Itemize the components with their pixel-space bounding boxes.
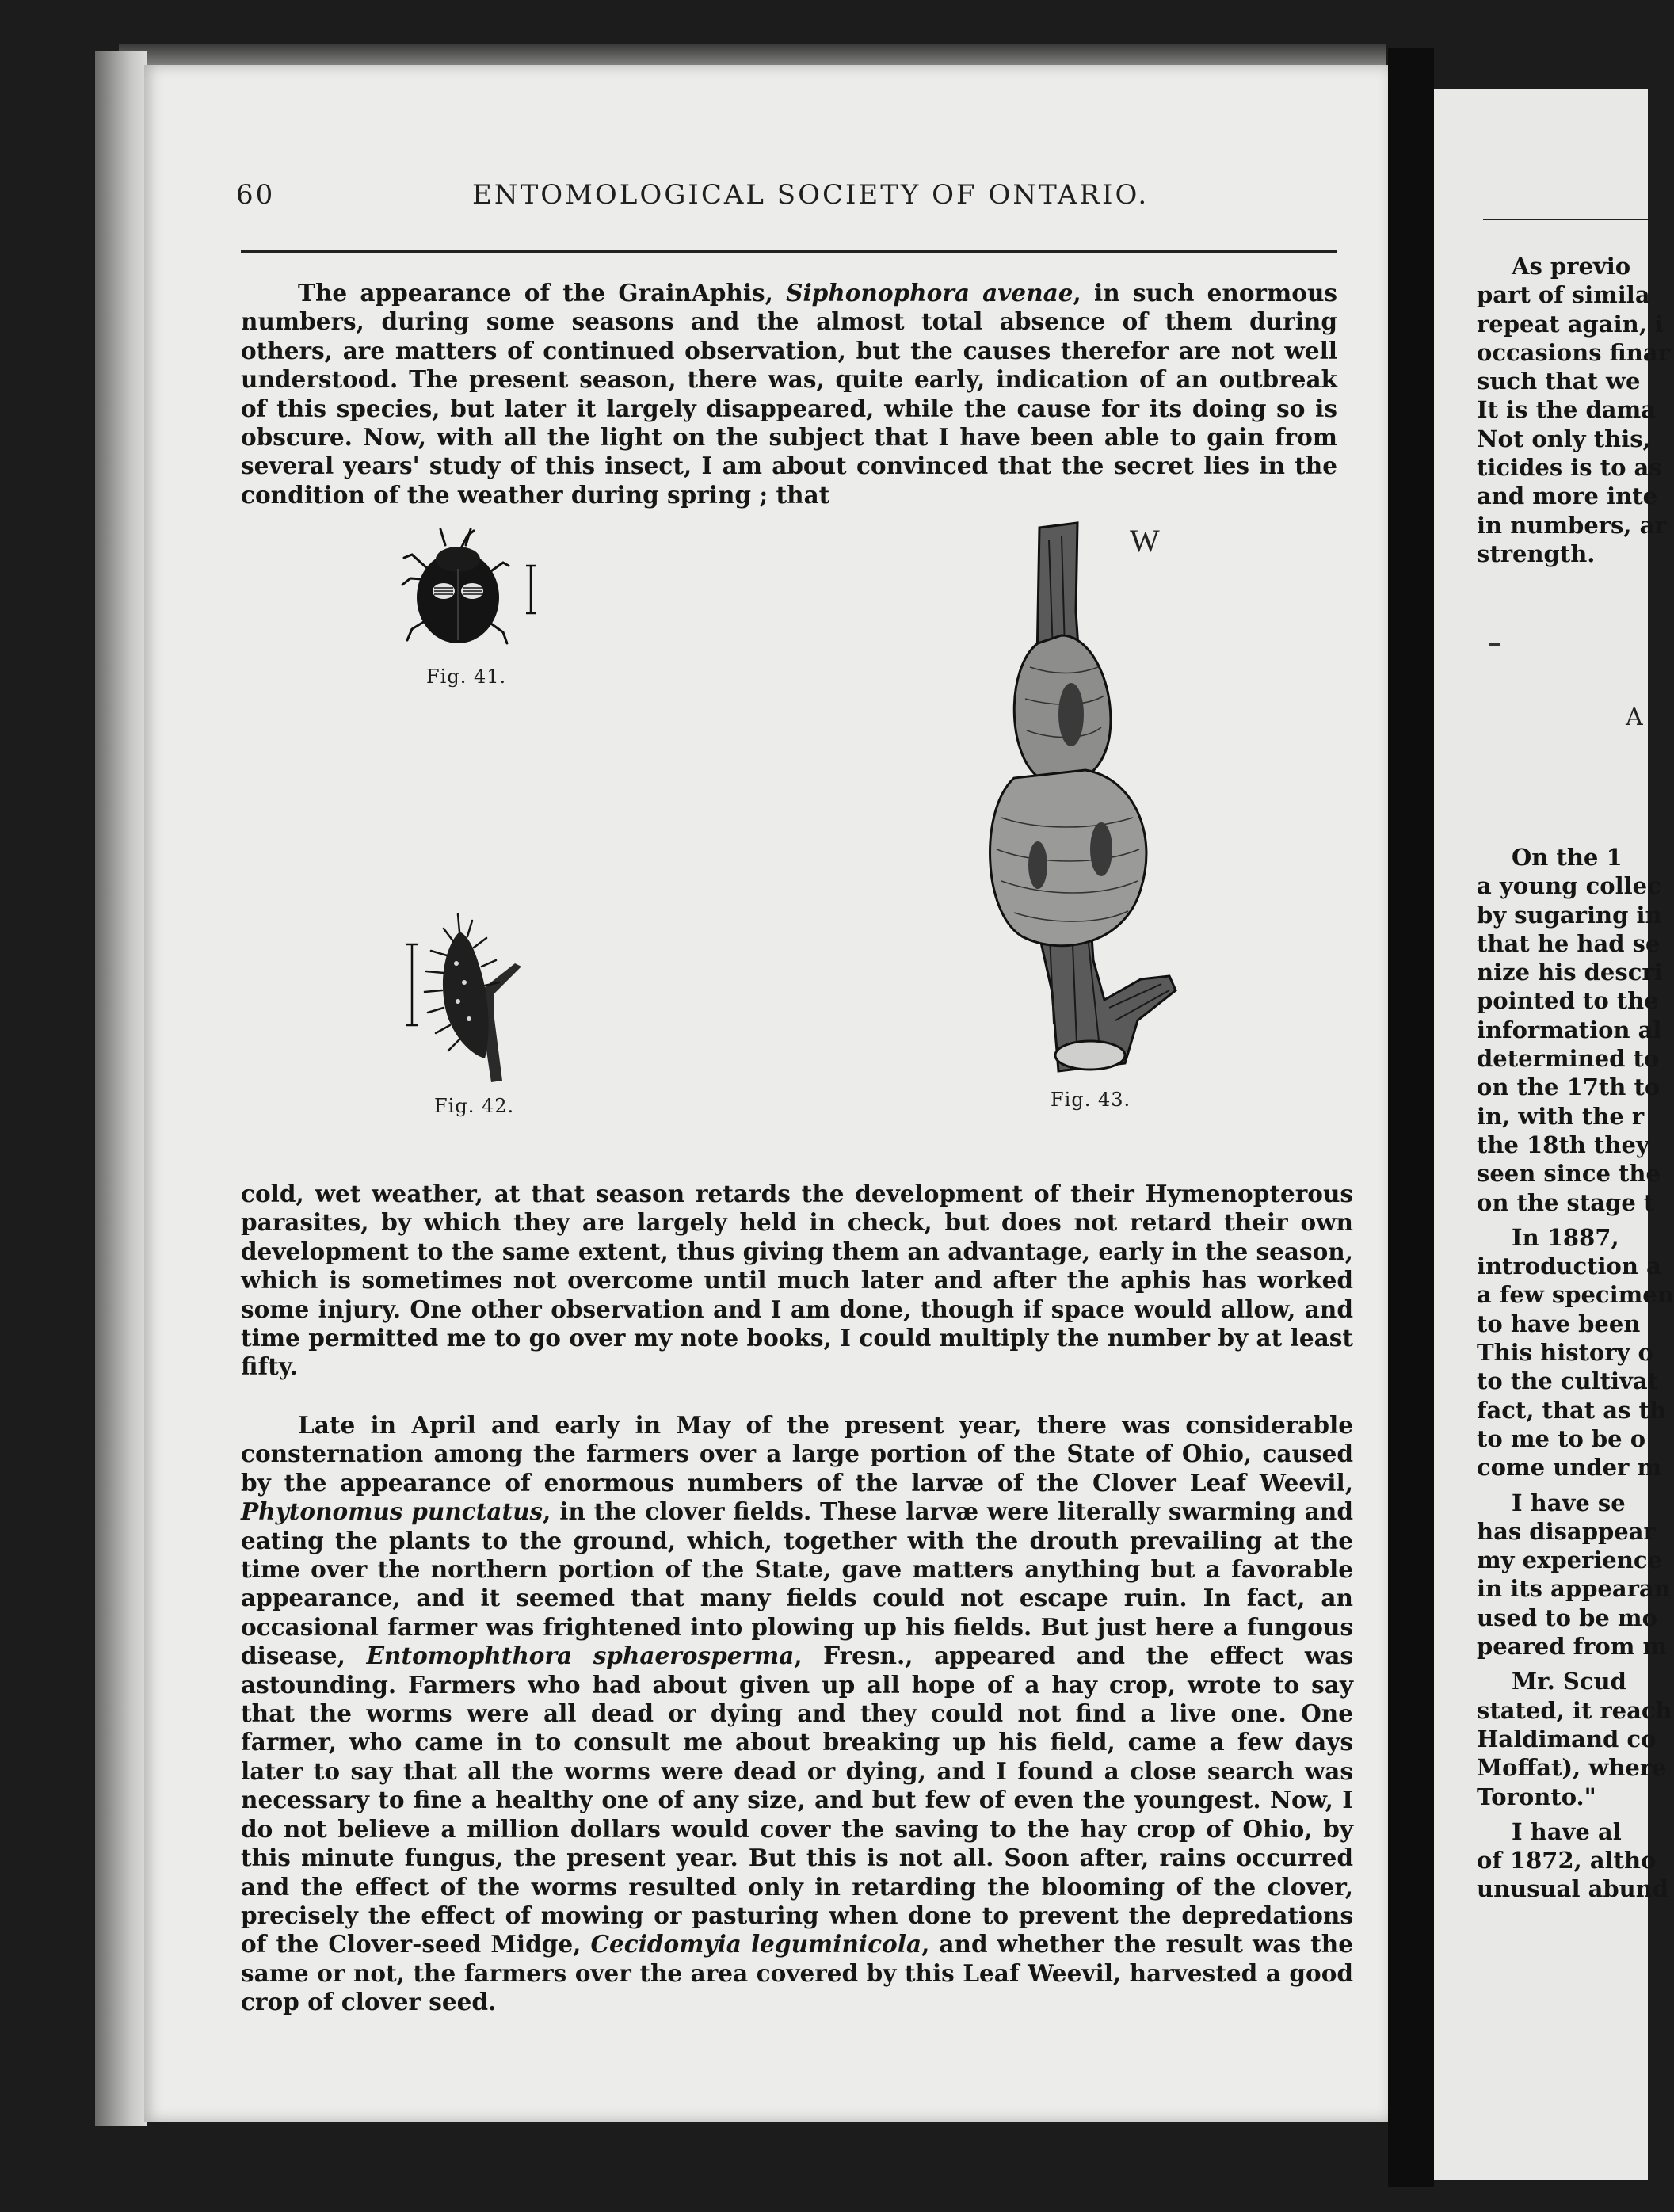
right-page-line: fact, that as th bbox=[1477, 1396, 1666, 1424]
right-page-line: by sugaring in bbox=[1477, 901, 1662, 929]
right-page-line: used to be mo bbox=[1477, 1604, 1657, 1631]
text-run: , in the clover fields. These larvæ were literally swarming and eating the plants to the ground, which, together with the drouth prevailing at the time over the northern portion of the State, gave matters anything but a favorable appearance, and it seemed that many fields could not escape ruin. In fact, an occasional farmer was frightened into plowing up his fields. But just here a fungous disease, bbox=[241, 1497, 1353, 1670]
right-page-line: As previo bbox=[1512, 253, 1631, 280]
right-page-heading-fragment: A bbox=[1626, 704, 1643, 731]
right-page-line: Haldimand co bbox=[1477, 1725, 1657, 1752]
paragraph-clover-leaf-weevil bbox=[241, 1411, 1353, 2017]
right-page-dash-mark bbox=[1489, 643, 1500, 646]
paragraph-parasites: cold, wet weather, at that season retards the development of their Hymenopterous parasites, by which they are largely held in check, but does not retard their own development to the same extent, thus giving them an advantage, early in the season, which is sometimes not overcome until much later and after the aphis has worked some injury. One other observation and I am done, though if space would allow, and time permitted me to go over my note books, I could multiply the number by at least fifty. bbox=[241, 1180, 1353, 1381]
page-stack-edge bbox=[95, 51, 147, 2126]
species-name: Cecidomyia leguminicola bbox=[590, 1930, 922, 1958]
right-page-line: of 1872, altho bbox=[1477, 1847, 1657, 1874]
right-page-line: On the 1 bbox=[1512, 844, 1623, 871]
right-page-line: ticides is to as bbox=[1477, 454, 1662, 482]
right-page-line: information al bbox=[1477, 1016, 1662, 1043]
right-page-header-rule bbox=[1483, 219, 1648, 220]
right-page-line: nize his descri bbox=[1477, 959, 1663, 986]
species-name: Siphonophora avenae bbox=[786, 279, 1073, 307]
right-page-line: In 1887, bbox=[1512, 1223, 1619, 1251]
right-page-line: strength. bbox=[1477, 540, 1596, 567]
right-page-text-block-1 bbox=[1477, 252, 1670, 568]
page-number: 60 bbox=[236, 179, 276, 211]
text-run: , Fresn., appeared and the effect was astounding. Farmers who had about given up all hope of a hay crop, wrote to say that the worms were all dead or dying and they could not find a live one. One farmer, who came in to consult me about breaking up his field, came a few days later to say that all the worms were dead or dying, and I found a close search was necessary to fine a healthy one of any size, and but few of even the youngest. Now, I do not believe a million dollars would cover the saving to the hay crop of Ohio, by this minute fungus, the present year. But this is not all. Soon after, rains occurred and the effect of the worms resulted only in retarding the blooming of the clover, precisely the effect of mowing or pasturing when done to prevent the depredations of the Clover-seed Midge, bbox=[241, 1642, 1353, 1958]
fig-42-caption: Fig. 42. bbox=[434, 1095, 515, 1117]
fig-43-mark: W bbox=[1130, 523, 1160, 559]
right-page-line: a young collec bbox=[1477, 872, 1661, 900]
species-name: Phytonomus punctatus bbox=[241, 1497, 543, 1526]
right-page-line: introduction a bbox=[1477, 1253, 1661, 1280]
species-name: Entomophthora sphaerosperma bbox=[366, 1642, 795, 1670]
right-page-line: This history o bbox=[1477, 1339, 1653, 1367]
right-page-line: I have al bbox=[1512, 1817, 1622, 1845]
right-page-line: to me to be o bbox=[1477, 1424, 1646, 1452]
right-page-line: part of simila bbox=[1477, 281, 1650, 309]
right-page-line: to the cultivat bbox=[1477, 1367, 1659, 1395]
right-page-line: occasions finar bbox=[1477, 338, 1670, 366]
right-page-line: stated, it reach bbox=[1477, 1696, 1672, 1724]
right-page-line: to have been bbox=[1477, 1310, 1641, 1337]
text-run: Late in April and early in May of the present year, there was considerable consternation among the farmers over a large portion of the State of Ohio, caused by the appearance of enormous numbers of the larvæ of the Clover Leaf Weevil, bbox=[241, 1411, 1353, 1497]
right-page-text-block-2 bbox=[1477, 843, 1674, 1904]
right-page-line: the 18th they bbox=[1477, 1131, 1649, 1158]
right-page-line: a few specimen bbox=[1477, 1281, 1674, 1309]
right-page-line: It is the dama bbox=[1477, 396, 1657, 424]
right-page-line: on the stage t bbox=[1477, 1188, 1655, 1216]
right-page-line: Mr. Scud bbox=[1512, 1668, 1626, 1695]
right-page-line: determined to bbox=[1477, 1045, 1660, 1073]
fig-43-twig-cocoon-illustration bbox=[982, 517, 1228, 1076]
text-run: , and whether the result was the same or not, the farmers over the area covered by this Leaf Weevil, harvested a good crop of clover seed. bbox=[241, 1930, 1353, 2016]
fig-41-beetle-illustration bbox=[372, 513, 547, 659]
fig-41-caption: Fig. 41. bbox=[426, 666, 507, 688]
right-page-line: in its appearan bbox=[1477, 1575, 1671, 1603]
right-page-line: come under m bbox=[1477, 1454, 1662, 1482]
right-page-line: that he had se bbox=[1477, 929, 1661, 957]
right-page-line: Not only this, bbox=[1477, 425, 1651, 452]
text-run: , in such enormous numbers, during some seasons and the almost total absence of them during others, are matters of continued observation, but the causes therefor are not well understood. The present season, there was, quite early, indication of an outbreak of this species, but later it largely disappeared, while the cause for its doing so is obscure. Now, with all the light on the subject that I have been able to gain from several years' study of this insect, I am about convinced that the secret lies in the condition of the weather during spring ; that bbox=[241, 279, 1338, 509]
right-page-line: my experience bbox=[1477, 1546, 1663, 1574]
right-page-line: Moffat), where bbox=[1477, 1754, 1667, 1782]
fig-43-caption: Fig. 43. bbox=[1051, 1089, 1131, 1111]
right-page-line: in numbers, ar bbox=[1477, 511, 1667, 539]
running-title: ENTOMOLOGICAL SOCIETY OF ONTARIO. bbox=[472, 179, 1150, 211]
right-page-line: has disappear bbox=[1477, 1517, 1656, 1545]
right-page-line: pointed to the bbox=[1477, 987, 1659, 1015]
right-page-line: unusual abund bbox=[1477, 1875, 1669, 1903]
right-page-line: Toronto." bbox=[1477, 1783, 1596, 1810]
book-gutter bbox=[1388, 48, 1434, 2187]
right-page-line: such that we bbox=[1477, 368, 1641, 395]
right-page-line: on the 17th to bbox=[1477, 1074, 1661, 1101]
fig-42-larva-illustration bbox=[396, 900, 539, 1090]
right-page-line: and more inte bbox=[1477, 482, 1658, 510]
right-page-line: seen since the bbox=[1477, 1160, 1661, 1188]
text-run: The appearance of the GrainAphis, bbox=[298, 279, 787, 307]
right-page-line: I have se bbox=[1512, 1489, 1626, 1516]
right-page-line: in, with the r bbox=[1477, 1102, 1645, 1130]
right-page-line: peared from m bbox=[1477, 1633, 1668, 1661]
right-page-line: repeat again, i bbox=[1477, 310, 1664, 338]
header-rule bbox=[241, 250, 1337, 253]
paragraph-grain-aphis bbox=[241, 279, 1337, 509]
